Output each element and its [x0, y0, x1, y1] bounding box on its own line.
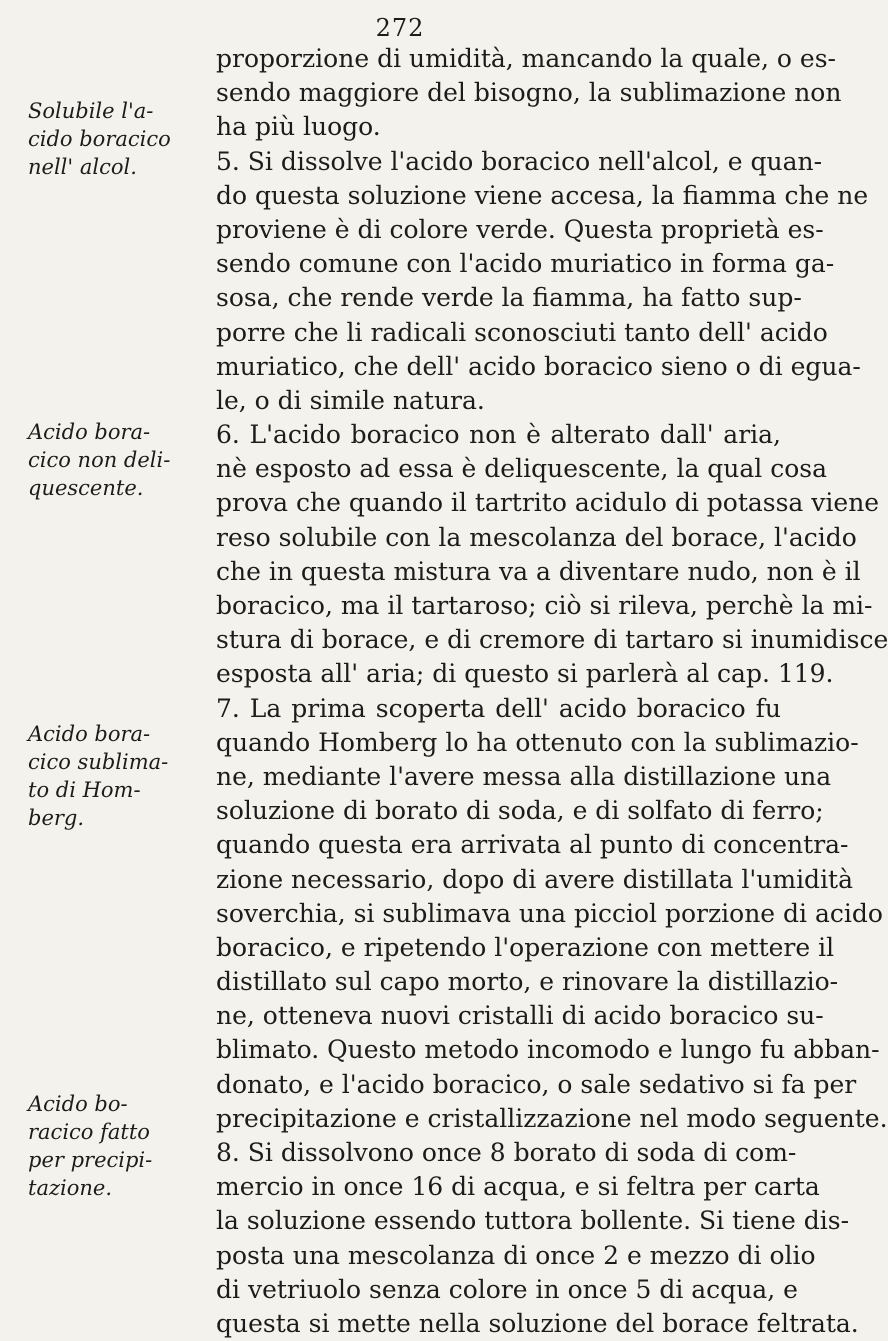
- margin-note: [28, 418, 218, 502]
- text-line: quando Homberg lo ha ottenuto con la sublimazio-: [216, 727, 859, 757]
- text-line: di vetriuolo senza colore in once 5 di acqua, e: [216, 1274, 798, 1304]
- text-line: ne, mediante l'avere messa alla distillazione una: [216, 761, 832, 791]
- margin-note-line: cido boracico: [28, 127, 171, 151]
- text-line: prova che quando il tartrito acidulo di potassa viene: [216, 488, 880, 518]
- text-line: 5. Si dissolve l'acido boracico nell'alcol, e quan-: [216, 146, 823, 176]
- text-line: boracico, ma il tartaroso; ciò si rileva, perchè la mi-: [216, 591, 873, 620]
- text-line: ha più luogo.: [216, 112, 381, 142]
- text-line: posta una mescolanza di once 2 e mezzo di olio: [216, 1240, 816, 1270]
- margin-note: [28, 720, 218, 832]
- margin-note-line: per precipi-: [28, 1148, 153, 1172]
- text-line: la soluzione essendo tuttora bollente. Si tiene dis-: [216, 1206, 850, 1236]
- text-line: nè esposto ad essa è deliquescente, la qual cosa: [216, 454, 828, 484]
- text-line: zione necessario, dopo di avere distillata l'umidità: [216, 864, 854, 894]
- text-line: quando questa era arrivata al punto di concentra-: [216, 830, 849, 860]
- text-line: donato, e l'acido boracico, o sale sedativo si fa per: [216, 1069, 857, 1099]
- text-line: distillato sul capo morto, e rinovare la distillazio-: [216, 967, 839, 997]
- margin-note-line: tazione.: [28, 1176, 113, 1200]
- margin-note-line: cico sublima-: [28, 750, 169, 774]
- text-line: esposta all' aria; di questo si parlerà al cap. 119.: [216, 659, 834, 689]
- text-line: precipitazione e cristallizzazione nel modo seguente.: [216, 1103, 888, 1133]
- margin-note-line: to di Hom-: [28, 778, 141, 802]
- text-line: blimato. Questo metodo incomodo e lungo fu abban-: [216, 1035, 880, 1065]
- text-line: 7. La prima scoperta dell' acido boracico fu: [216, 693, 781, 723]
- text-line: soluzione di borato di soda, e di solfato di ferro;: [216, 796, 824, 826]
- text-line: che in questa mistura va a diventare nudo, non è il: [216, 556, 861, 586]
- margin-note-line: quescente.: [28, 476, 144, 500]
- text-line: reso solubile con la mescolanza del borace, l'acido: [216, 522, 857, 552]
- text-line: proviene è di colore verde. Questa proprietà es-: [216, 214, 824, 244]
- text-line: sendo maggiore del bisogno, la sublimazione non: [216, 78, 842, 108]
- text-line: muriatico, che dell' acido boracico sieno o di egua-: [216, 351, 861, 381]
- body-text: [216, 42, 888, 1341]
- text-line: do questa soluzione viene accesa, la fiamma che ne: [216, 180, 869, 210]
- text-line: boracico, e ripetendo l'operazione con mettere il: [216, 932, 835, 962]
- text-line: 8. Si dissolvono once 8 borato di soda di com-: [216, 1138, 797, 1167]
- text-line: porre che li radicali sconosciuti tanto dell' acido: [216, 317, 828, 347]
- text-line: soverchia, si sublimava una picciol porzione di acido: [216, 898, 883, 928]
- margin-note: [28, 1090, 218, 1202]
- margin-note-line: Acido bo-: [28, 1092, 128, 1116]
- margin-note-line: Acido bora-: [28, 420, 151, 444]
- text-line: ne, otteneva nuovi cristalli di acido boracico su-: [216, 1001, 824, 1031]
- text-line: mercio in once 16 di acqua, e si feltra per carta: [216, 1172, 820, 1202]
- margin-note-line: cico non deli-: [28, 448, 171, 472]
- margin-note-line: Acido bora-: [28, 722, 151, 746]
- text-line: le, o di simile natura.: [216, 385, 485, 415]
- text-line: questa si mette nella soluzione del borace feltrata.: [216, 1308, 859, 1338]
- text-line: sosa, che rende verde la fiamma, ha fatto sup-: [216, 283, 802, 313]
- margin-note-line: nell' alcol.: [28, 155, 137, 179]
- margin-note-line: racico fatto: [28, 1120, 150, 1144]
- text-line: proporzione di umidità, mancando la quale, o es-: [216, 44, 836, 73]
- margin-note-line: Solubile l'a-: [28, 99, 154, 123]
- page-number: 272: [375, 14, 425, 42]
- text-line: stura di borace, e di cremore di tartaro si inumidisce: [216, 625, 888, 655]
- margin-note-line: berg.: [28, 806, 85, 830]
- text-line: sendo comune con l'acido muriatico in forma ga-: [216, 249, 835, 279]
- text-line: 6. L'acido boracico non è alterato dall' aria,: [216, 420, 781, 450]
- margin-note: [28, 97, 218, 181]
